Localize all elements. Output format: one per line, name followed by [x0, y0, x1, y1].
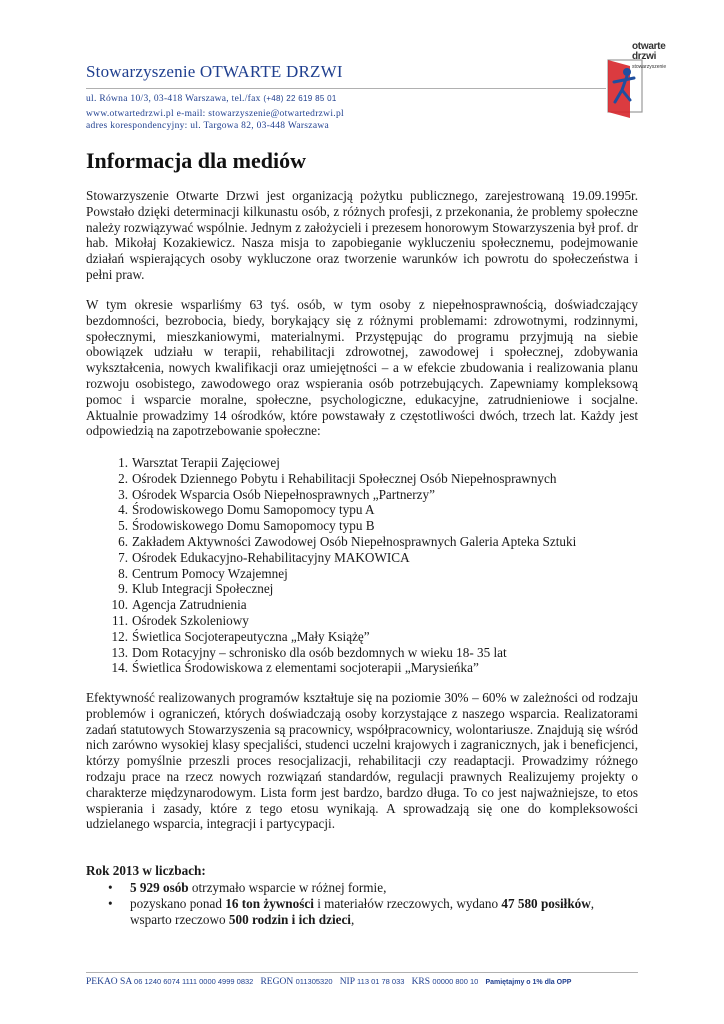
- numbers-section-heading: Rok 2013 w liczbach:: [86, 863, 206, 878]
- support-paragraph: W tym okresie wsparliśmy 63 tyś. osób, w tym osoby z niepełnosprawnością, doświadczający bezdomności, bezrobocia, biedy, borykający się z różnymi problemami: zdrowotnymi, rodzinnymi, społecznymi, mieszkaniowymi, materialnymi. Przystępując do programu przyjmują na siebie obowiązek udziału w terapii, rehabilitacji zdrowotnej, zawodowej i społecznej, zdobywania wykształcenia, nowych kwalifikacji oraz umiejętności – a w efekcie zbudowania i realizowania planu rozwoju osobistego, zawodowego oraz wspierania osób potrzebujących. Zapewniamy kompleksową pomoc i wsparcie moralne, społeczne, psychologiczne, edukacyjne, zatrudnieniowe i socjalne. Aktualnie prowadzimy 14 ośrodków, które powstawały z częstotliwości dwóch, trzech lat. Każdy jest odpowiedzią na zapotrzebowanie społeczne:: [86, 297, 638, 439]
- list-item: 2. Ośrodek Dziennego Pobytu i Rehabilitacji Społecznej Osób Niepełnosprawnych: [118, 470, 557, 486]
- address-text: ul. Równa 10/3, 03-418 Warszawa, tel./fax: [86, 94, 261, 104]
- list-item: • 5 929 osób otrzymało wsparcie w różnej formie,: [86, 880, 638, 896]
- list-item: 13. Dom Rotacyjny – schronisko dla osób bezdomnych w wieku 18- 35 lat: [111, 644, 507, 660]
- one-percent-note: Pamiętajmy o 1% dla OPP: [485, 979, 572, 986]
- organization-name: Stowarzyszenie OTWARTE DRZWI: [86, 62, 343, 81]
- krs-number: 00000 800 10: [432, 977, 479, 986]
- intro-paragraph: Stowarzyszenie Otwarte Drzwi jest organizacją pożytku publicznego, zarejestrowaną 19.09.1995r. Powstało dzięki determinacji kilkunastu osób, z różnych profesji, z przekonania, że problemy społeczne należy rozwiązywać wspólnie. Jednym z założycieli i prezesem honorowym Stowarzyszenia był prof. dr hab. Mikołaj Kozakiewicz. Nasza misja to zapobieganie wykluczeniu społecznemu, podejmowanie działań wspierających osoby wykluczone oraz tworzenie warunków ich powrotu do społeczeństwa i pełni praw.: [86, 188, 638, 282]
- regon-number: 011305320: [295, 977, 333, 986]
- list-item: 10. Agencja Zatrudnienia: [111, 597, 247, 613]
- header-divider: [86, 88, 606, 89]
- nip-label: NIP: [339, 977, 355, 987]
- address-line: [86, 94, 337, 104]
- bank-account-number: 06 1240 6074 1111 0000 4999 0832: [134, 977, 254, 986]
- list-item: 14. Świetlica Środowiskowa z elementami socjoterapii „Marysieńka”: [111, 660, 479, 676]
- phone-number: (+48) 22 619 85 01: [263, 94, 337, 103]
- list-item: 3. Ośrodek Wsparcia Osób Niepełnosprawnych „Partnerzy”: [118, 486, 435, 502]
- numbers-bullet-list: [86, 880, 638, 927]
- nip-number: 113 01 78 033: [357, 977, 405, 986]
- logo-word-stowarzyszenie: stowarzyszenie: [632, 64, 667, 70]
- centers-list: [86, 455, 638, 676]
- page-title: Informacja dla mediów: [86, 148, 306, 173]
- list-item: 11. Ośrodek Szkoleniowy: [112, 612, 249, 628]
- list-item: 9. Klub Integracji Społecznej: [118, 581, 274, 597]
- logo-wordmark: [632, 42, 666, 72]
- regon-label: REGON: [260, 977, 294, 987]
- list-item: 8. Centrum Pomocy Wzajemnej: [118, 565, 288, 581]
- list-item: 5. Środowiskowego Domu Samopomocy typu B: [118, 518, 375, 534]
- list-item: 6. Zakładem Aktywności Zawodowej Osób Niepełnosprawnych Galeria Apteka Sztuki: [118, 533, 577, 549]
- web-email-line[interactable]: www.otwartedrzwi.pl e-mail: stowarzyszenie@otwartedrzwi.pl: [86, 109, 344, 119]
- footer-divider: [86, 972, 638, 973]
- list-item: • pozyskano ponad 16 ton żywności i materiałów rzeczowych, wydano 47 580 posiłków, wsparto rzeczowo 500 rodzin i ich dzieci,: [86, 896, 638, 928]
- effectiveness-paragraph: Efektywność realizowanych programów kształtuje się na poziomie 30% – 60% w zależności od rodzaju problemów i ograniczeń, których doświadczają osoby korzystające z naszego wsparcia. Realizatorami zadań statutowych Stowarzyszenia są pracownicy, współpracownicy, wolontariusze. Znajdują się wśród nich zarówno wysokiej klasy specjaliści, studenci uczelni krajowych i zagranicznych, jak i beneficjenci, którzy pomyślnie przeszli proces resocjalizacji, rehabilitacji czy readaptacji. Prowadzimy różnego rodzaju prace na rzecz nowych rozwiązań standardów, regulacji prawnych Realizujemy projekty o charakterze międzynarodowym. Lista form jest bardzo, bardzo długa. To co jest najważniejsze, to etos wspierania i zasady, które z tego etosu wynikają. A sprowadzają się one do kompleksowości udzielanego wsparcia, integracji i partycypacji.: [86, 690, 638, 832]
- correspondence-address-line: adres korespondencyjny: ul. Targowa 82, 03-448 Warszawa: [86, 121, 330, 131]
- krs-label: KRS: [411, 977, 431, 987]
- bank-label: PEKAO SA: [86, 977, 132, 987]
- logo-word-otwarte: otwarte: [632, 41, 666, 52]
- list-item: 4. Środowiskowego Domu Samopomocy typu A: [118, 502, 375, 518]
- list-item: 7. Ośrodek Edukacyjno-Rehabilitacyjny MAKOWICA: [118, 549, 410, 565]
- list-item: 12. Świetlica Socjoterapeutyczna „Mały Książę”: [111, 628, 370, 644]
- list-item: 1. Warsztat Terapii Zajęciowej: [118, 455, 280, 470]
- logo-word-drzwi: drzwi: [632, 51, 657, 62]
- footer-info: [86, 977, 646, 987]
